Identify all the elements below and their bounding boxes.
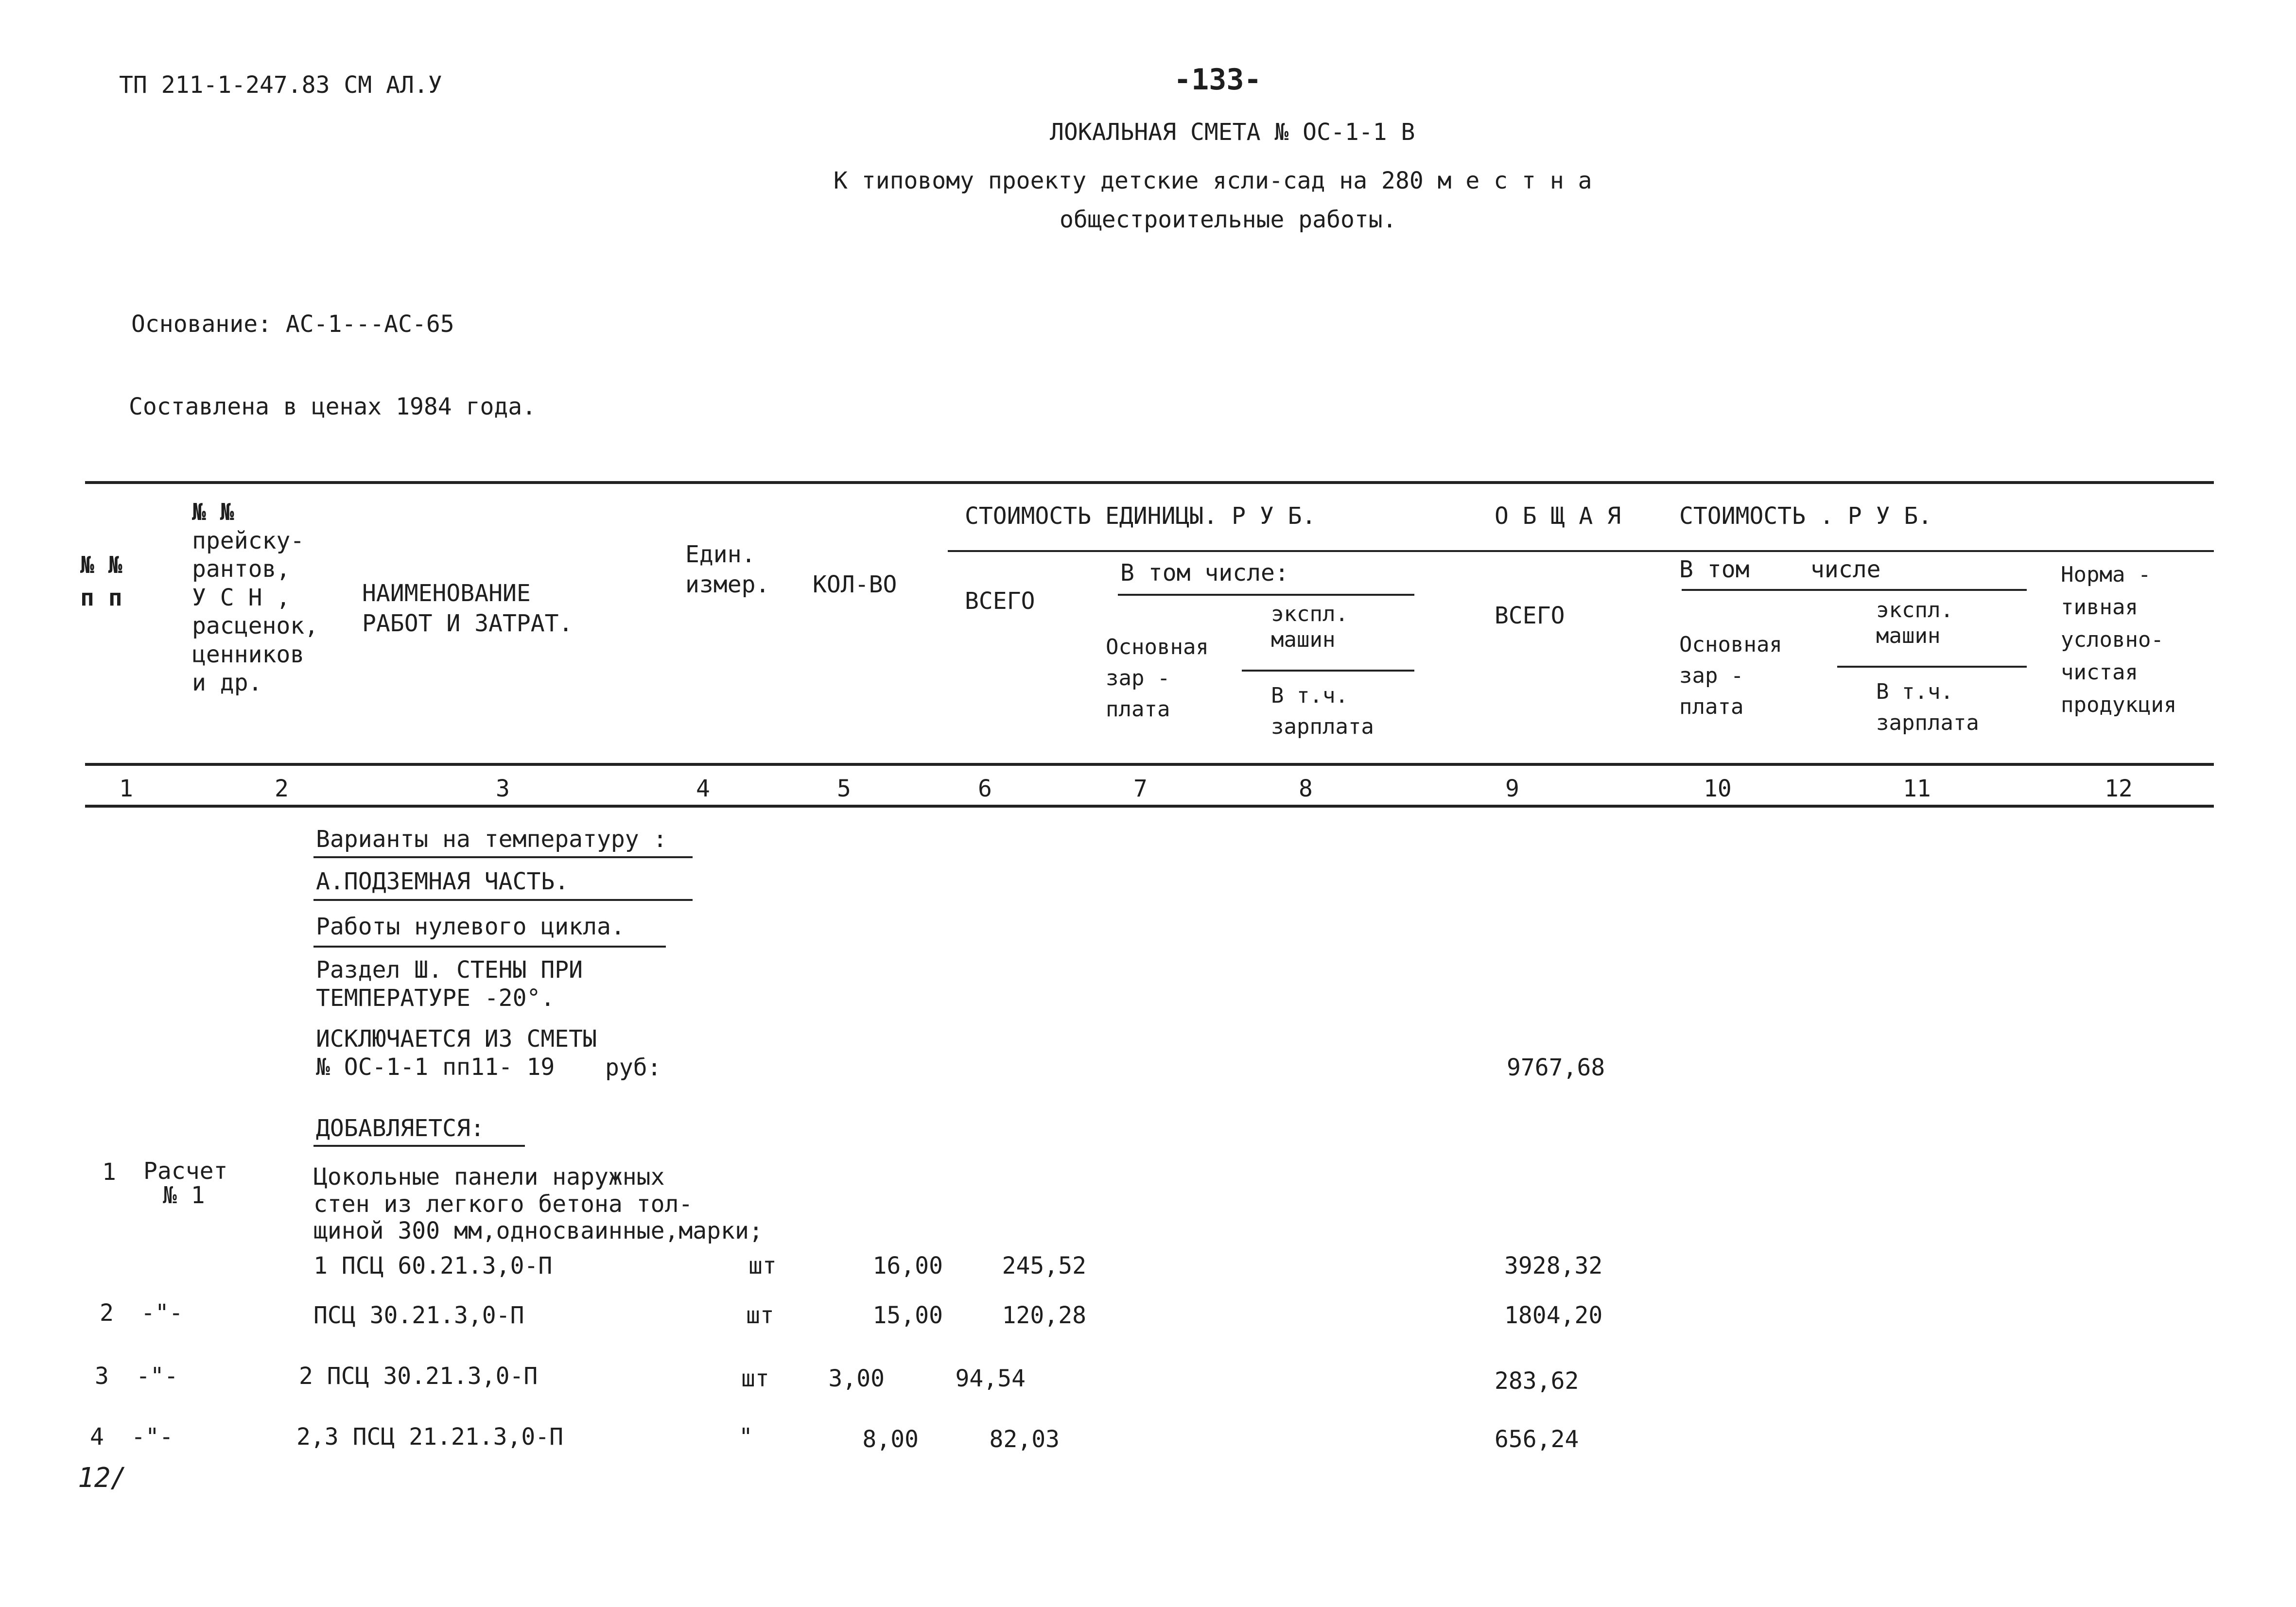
basis-line: Основание: АС-1---АС-65 [131,311,454,338]
row-quantity: 3,00 [828,1365,885,1392]
row-total: 1804,20 [1504,1302,1603,1329]
row-number: 2 [100,1299,114,1327]
row-number: 4 [90,1423,104,1451]
column-number: 3 [496,775,510,802]
incl-unit-rule [1118,594,1414,596]
header-col-7: Основная зар - плата [1106,635,1209,722]
row-reference: -"- [141,1299,183,1327]
header-incl-total-a: В том [1679,556,1750,583]
variants-heading: Варианты на температуру : [316,826,667,853]
header-col-5: КОЛ-ВО [813,571,897,598]
heading-underline [313,1145,525,1147]
header-col-11-top: экспл. машин [1876,598,1953,648]
column-number: 12 [2105,775,2133,802]
row-total: 656,24 [1495,1426,1579,1453]
column-number: 7 [1133,775,1148,802]
excluded-total: 9767,68 [1507,1054,1605,1081]
column-number: 11 [1903,775,1931,802]
document-code: ТП 211-1-247.83 СМ АЛ.У [119,71,442,99]
heading-underline [313,946,666,948]
heading-underline [313,856,693,858]
column-number: 6 [978,775,992,802]
section-heading: Раздел Ш. СТЕНЫ ПРИ ТЕМПЕРАТУРЕ -20°. [316,956,583,1012]
header-col-8-bottom: В т.ч. зарплата [1271,683,1374,739]
group-subrule [948,550,2214,552]
header-col-6: ВСЕГО [965,588,1035,615]
column-number: 2 [275,775,289,802]
row-unit: шт [746,1302,774,1329]
row-total: 283,62 [1495,1367,1579,1395]
row-unit: шт [741,1365,769,1392]
row-unit-price: 120,28 [1002,1302,1086,1329]
row-quantity: 15,00 [872,1302,943,1329]
row-name: ПСЦ 30.21.3,0-П [313,1302,524,1329]
header-col-4: Един. измер. [685,541,770,599]
column-number: 1 [119,775,133,802]
header-col-8-top: экспл. машин [1271,602,1348,652]
row-unit-price: 94,54 [955,1365,1026,1392]
column-number: 4 [696,775,710,802]
row-unit: шт [748,1252,777,1279]
row-reference: -"- [136,1363,178,1390]
item-description: Цокольные панели наружных стен из легкого бетона тол- щиной 300 мм,односваинные,марки; [313,1163,763,1245]
estimate-subtitle-2: общестроительные работы. [1060,206,1397,233]
row-unit: " [739,1423,753,1451]
column-numbers-rule [85,805,2214,808]
estimate-subtitle: К типовому проекту детские ясли-сад на 280 м е с т н а [834,167,1592,194]
header-col-11-bottom: В т.ч. зарплата [1876,679,1979,735]
row-name: 2,3 ПСЦ 21.21.3,0-П [296,1423,564,1451]
table-top-rule [85,481,2214,484]
row-quantity: 8,00 [862,1426,919,1453]
column-number: 9 [1505,775,1519,802]
header-col-3: НАИМЕНОВАНИЕ РАБОТ И ЗАТРАТ. [362,580,573,638]
part-a-heading: А.ПОДЗЕМНАЯ ЧАСТЬ. [316,868,569,895]
estimate-title: ЛОКАЛЬНАЯ СМЕТА № ОС-1-1 В [1050,119,1415,146]
row-number: 3 [95,1363,109,1390]
row-number: 1 [102,1158,116,1186]
header-col-1: № № п п [80,552,122,612]
header-col-12: Норма - тивная условно- чистая продукция [2061,562,2177,717]
header-col-9: ВСЕГО [1495,602,1565,629]
header-total-group-b: СТОИМОСТЬ . Р У Б. [1679,502,1932,530]
machine-unit-rule [1242,670,1414,672]
zero-cycle-heading: Работы нулевого цикла. [316,913,625,940]
page-number: -133- [1174,63,1262,97]
column-number: 10 [1704,775,1732,802]
row-quantity: 16,00 [872,1252,943,1279]
row-total: 3928,32 [1504,1252,1603,1279]
price-year-line: Составлена в ценах 1984 года. [129,393,537,420]
incl-total-rule [1682,589,2027,591]
row-unit-price: 245,52 [1002,1252,1086,1279]
header-bottom-rule [85,763,2214,766]
column-number: 5 [837,775,851,802]
header-col-10: Основная зар - плата [1679,632,1782,719]
row-reference: -"- [131,1423,174,1451]
header-col-2: № № прейску- рантов, У С Н , расценок, ценников и др. [192,499,319,697]
margin-note: 12/ [78,1462,127,1494]
header-total-group-a: О Б Щ А Я [1495,502,1621,530]
excluded-block: ИСКЛЮЧАЕТСЯ ИЗ СМЕТЫ № ОС-1-1 пп11- 19 [316,1025,597,1081]
row-unit-price: 82,03 [989,1426,1060,1453]
header-unit-cost-group: СТОИМОСТЬ ЕДИНИЦЫ. Р У Б. [965,502,1316,530]
row-name: 1 ПСЦ 60.21.3,0-П [313,1252,553,1279]
row-name: 2 ПСЦ 30.21.3,0-П [299,1363,538,1390]
row-reference: Расчет № 1 [143,1158,228,1210]
heading-underline [313,899,693,901]
excluded-unit: руб: [605,1054,661,1081]
header-incl-unit: В том числе: [1120,559,1289,587]
header-incl-total-b: числе [1810,556,1881,583]
column-number: 8 [1299,775,1313,802]
machine-total-rule [1837,666,2027,668]
added-heading: ДОБАВЛЯЕТСЯ: [316,1115,485,1142]
